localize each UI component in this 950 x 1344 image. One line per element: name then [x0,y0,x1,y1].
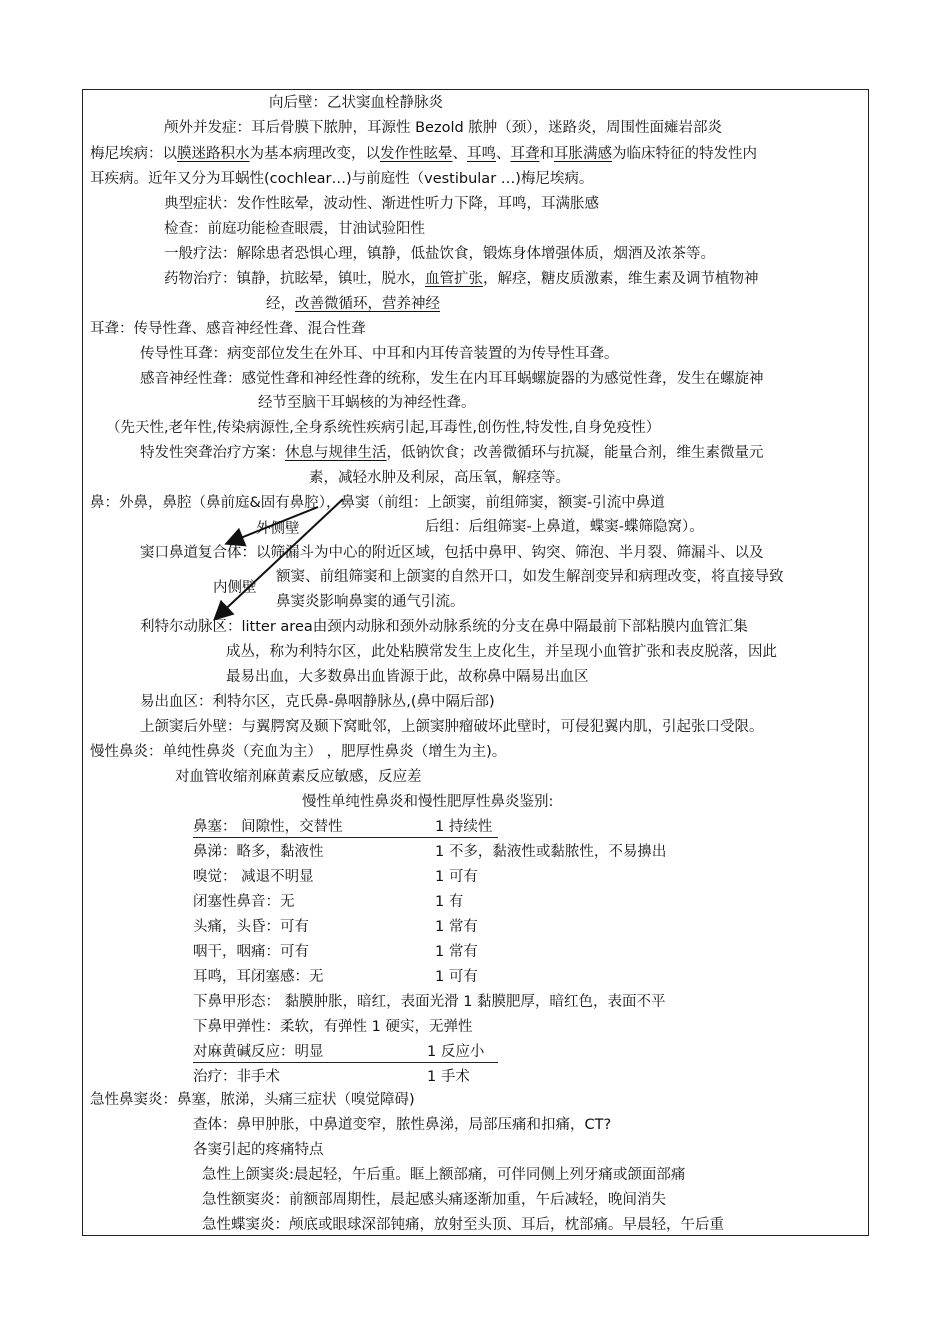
text-line: 后组：后组筛窦-上鼻道，蝶窦-蝶筛隐窝）。 [425,519,704,535]
text-line: 检查：前庭功能检查眼震，甘油试验阳性 [164,221,425,237]
text-line: 感音神经性聋：感觉性聋和神经性聋的统称，发生在内耳耳蜗螺旋器的为感觉性聋，发生在螺旋神 [140,371,764,387]
text-run: 特发性突聋治疗方案： [140,445,285,461]
text-line: 鼻窦炎影响鼻窦的通气引流。 [276,594,465,610]
table-cell: 鼻涕：略多，黏液性 [193,844,324,860]
text-line: 上颌窦后外壁：与翼腭窝及颞下窝毗邻，上颌窦肿瘤破坏此壁时，可侵犯翼内肌，引起张口受限。 [140,719,764,735]
table-cell: 治疗：非手术 [193,1069,280,1085]
text-line: 急性蝶窦炎：颅底或眼球深部钝痛，放射至头顶、耳后，枕部痛。早晨轻，午后重 [202,1217,724,1233]
text-line: 一般疗法：解除患者恐惧心理，镇静，低盐饮食，锻炼身体增强体质，烟酒及浓茶等。 [164,246,715,262]
table-cell: 对麻黄碱反应：明显 [193,1044,324,1060]
table-cell: 1 常有 [435,944,478,960]
underlined-term: 耳鸣 [467,146,496,162]
text-line: （先天性,老年性,传染病源性,全身系统性疾病引起,耳毒性,创伤性,特发性,自身免疫性） [106,420,661,436]
text-line: 耳疾病。近年又分为耳蜗性(cochlear…)与前庭性（vestibular …)梅尼埃病。 [90,171,594,187]
text-run: 梅尼埃病：以 [90,146,177,162]
text-line: 最易出血，大多数鼻出血皆源于此，故称鼻中隔易出血区 [226,669,589,685]
text-line: 额窦、前组筛窦和上颌窦的自然开口，如发生解剖变异和病理改变，将直接导致 [276,569,784,585]
text-run: 和 [539,146,554,162]
text-run: 、 [452,146,467,162]
underlined-term: 膜迷路积水 [177,146,250,162]
text-line: 传导性耳聋：病变部位发生在外耳、中耳和内耳传音装置的为传导性耳聋。 [140,346,619,362]
text-line: 鼻：外鼻，鼻腔（鼻前庭&固有鼻腔），鼻窦（前组：上颌窦，前组筛窦，额窦-引流中鼻道 [90,495,665,511]
text-line: 成丛，称为利特尔区，此处粘膜常发生上皮化生，并呈现小血管扩张和表皮脱落，因此 [226,644,777,660]
text-line: 慢性单纯性鼻炎和慢性肥厚性鼻炎鉴别: [302,794,554,810]
text-line: 素，减轻水肿及利尿，高压氧，解痉等。 [309,470,570,486]
table-cell: 1 反应小 [427,1044,485,1060]
annotation-label: 外侧壁 [256,521,300,537]
text-line: 典型症状：发作性眩晕，波动性、渐进性听力下降，耳鸣，耳满胀感 [164,196,599,212]
text-line: 利特尔动脉区：litter area由颈内动脉和颈外动脉系统的分支在鼻中隔最前下部粘膜内血管汇集 [140,619,748,635]
text-line: 经节至脑干耳蜗核的为神经性聋。 [258,395,476,411]
underlined-term: 休息与规律生活 [285,445,387,461]
text-run: ，解痉，糖皮质激素，维生素及调节植物神 [483,271,759,287]
table-cell: 鼻塞： 间隙性，交替性 [193,819,343,835]
text-line: 急性上颌窦炎:晨起轻，午后重。眶上额部痛，可伴同侧上列牙痛或颌面部痛 [202,1167,686,1183]
text-run: 药物治疗：镇静，抗眩晕，镇吐，脱水， [164,271,425,287]
underlined-term: 血管扩张 [425,271,483,287]
text-line: 各窦引起的疼痛特点 [193,1142,324,1158]
arrow-to-lateral-wall [228,507,318,543]
table-cell: 下鼻甲形态： 黏膜肿胀，暗红，表面光滑 1 黏膜肥厚，暗红色，表面不平 [193,994,666,1010]
text-run: 经， [266,296,295,312]
text-run: ，低钠饮食；改善微循环与抗凝，能量合剂，维生素微量元 [386,445,764,461]
text-run: 为基本病理改变，以 [249,146,380,162]
table-cell: 咽干，咽痛：可有 [193,944,309,960]
text-line: 慢性鼻炎：单纯性鼻炎（充血为主） ，肥厚性鼻炎（增生为主)。 [90,744,507,760]
text-line: 耳聋：传导性聋、感音神经性聋、混合性聋 [90,321,366,337]
table-cell: 1 手术 [427,1069,470,1085]
table-cell: 头痛，头昏：可有 [193,919,309,935]
annotation-label: 内侧壁 [213,580,257,596]
text-line: 对血管收缩剂麻黄素反应敏感，反应差 [175,769,422,785]
table-cell: 闭塞性鼻音：无 [193,894,295,910]
text-line: 颅外并发症：耳后骨膜下脓肿，耳源性 Bezold 脓肿（颈），迷路炎，周围性面瘫岩部炎 [164,120,723,136]
table-cell: 1 有 [435,894,464,910]
underlined-term: 耳胀满感 [554,146,612,162]
text-line: 急性额窦炎：前额部周期性，晨起感头痛逐渐加重，午后减轻，晚间消失 [202,1192,666,1208]
arrow-to-medial-wall [216,499,343,618]
table-cell: 嗅觉： 减退不明显 [193,869,314,885]
text-line: 易出血区：利特尔区，克氏鼻-鼻咽静脉丛,(鼻中隔后部) [140,694,495,710]
underlined-term: 改善微循环，营养神经 [295,296,440,312]
table-cell: 1 可有 [435,969,478,985]
underlined-term: 发作性眩晕 [380,146,453,162]
table-cell: 1 常有 [435,919,478,935]
underlined-term: 耳聋 [510,146,540,162]
text-line: 向后壁：乙状窦血栓静脉炎 [269,95,443,111]
table-cell: 耳鸣，耳闭塞感：无 [193,969,324,985]
table-cell: 1 可有 [435,869,478,885]
text-line: 查体：鼻甲肿胀，中鼻道变窄，脓性鼻涕，局部压痛和扣痛，CT? [193,1117,612,1133]
table-cell: 下鼻甲弹性：柔软，有弹性 1 硬实，无弹性 [193,1019,473,1035]
text-line: 窦口鼻道复合体：以筛漏斗为中心的附近区域，包括中鼻甲、钩突、筛泡、半月裂、筛漏斗、以及 [140,545,764,561]
table-cell: 1 不多，黏液性或黏脓性，不易擤出 [435,844,667,860]
text-line: 急性鼻窦炎：鼻塞，脓涕，头痛三症状（嗅觉障碍) [90,1092,415,1108]
text-run: 为临床特征的特发性内 [612,146,757,162]
text-run: 、 [496,146,511,162]
table-cell: 1 持续性 [435,819,493,835]
